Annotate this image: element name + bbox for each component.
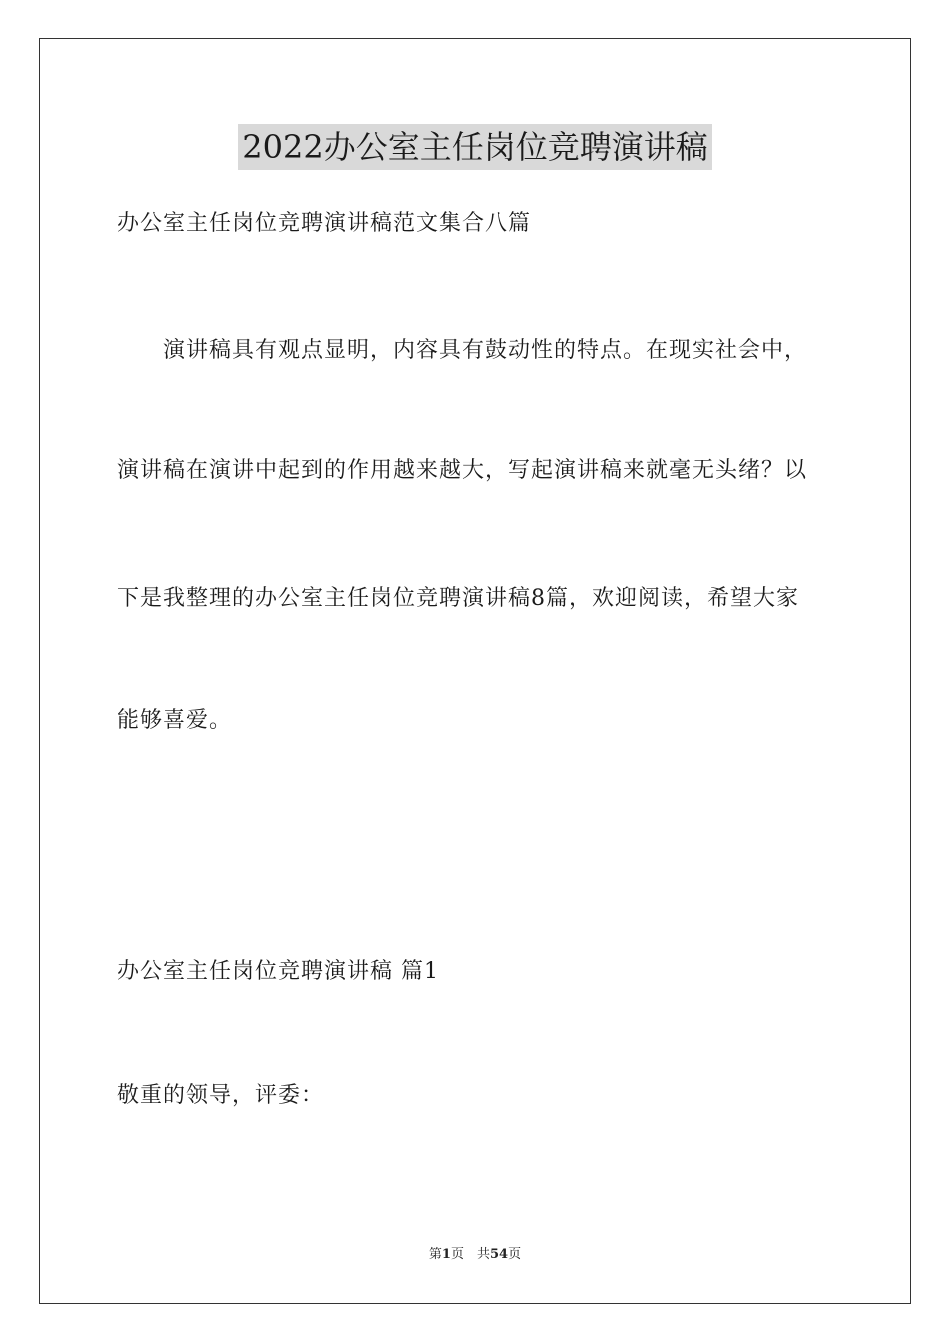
section-heading: 办公室主任岗位竞聘演讲稿 篇1 bbox=[117, 959, 439, 984]
intro-line-2: 演讲稿在演讲中起到的作用越来越大，写起演讲稿来就毫无头绪？以 bbox=[117, 458, 808, 483]
document-subtitle: 办公室主任岗位竞聘演讲稿范文集合八篇 bbox=[117, 211, 532, 236]
intro-line-4: 能够喜爱。 bbox=[117, 708, 233, 733]
page-footer bbox=[0, 1246, 950, 1264]
document-title-wrapper bbox=[0, 124, 950, 170]
document-title: 2022办公室主任岗位竞聘演讲稿 bbox=[238, 124, 711, 170]
salutation: 敬重的领导，评委： bbox=[117, 1083, 325, 1108]
footer-mid: 页 共 bbox=[450, 1247, 490, 1262]
footer-suffix: 页 bbox=[508, 1247, 522, 1262]
footer-page-total: 54 bbox=[489, 1247, 509, 1262]
intro-line-1: 演讲稿具有观点显明，内容具有鼓动性的特点。在现实社会中， bbox=[163, 338, 808, 363]
intro-line-3: 下是我整理的办公室主任岗位竞聘演讲稿8篇，欢迎阅读，希望大家 bbox=[117, 586, 799, 611]
footer-prefix: 第 bbox=[428, 1247, 442, 1262]
footer-page-current: 1 bbox=[441, 1247, 451, 1262]
